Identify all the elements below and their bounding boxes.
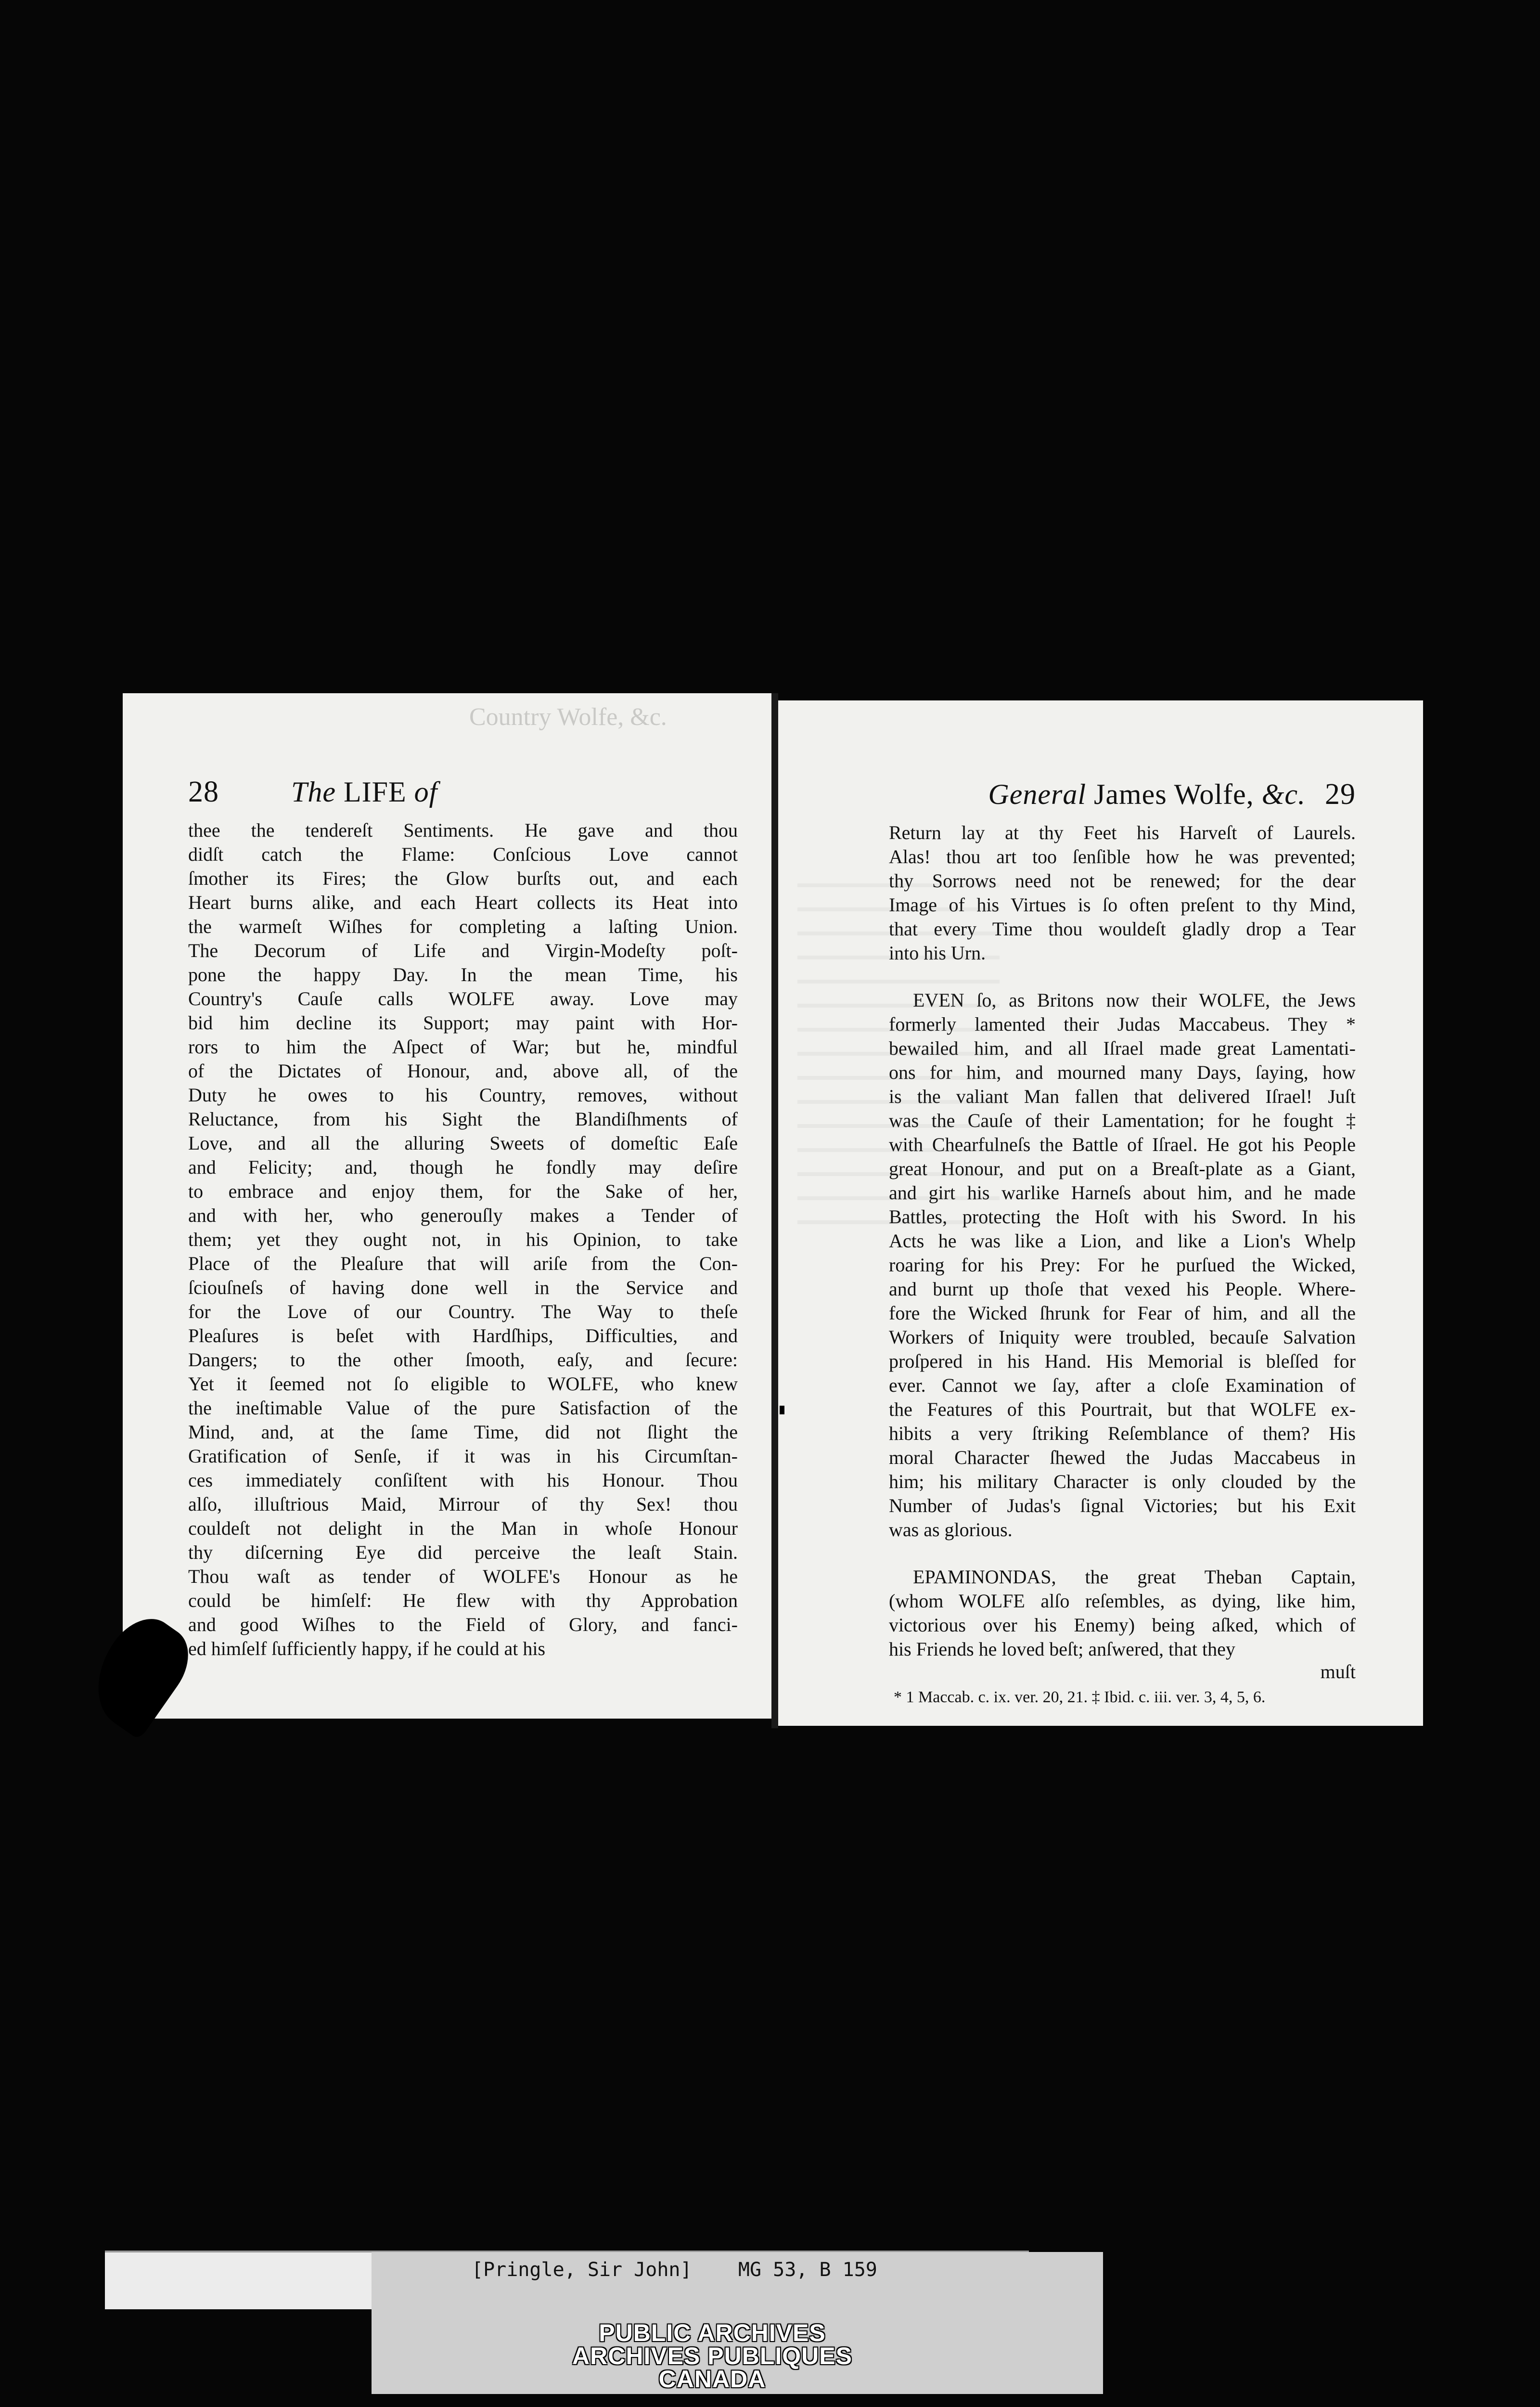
text-line: didſt catch the Flame: Conſcious Love cannot	[188, 843, 738, 865]
text-line: the ineſtimable Value of the pure Satisfaction of the	[188, 1397, 738, 1419]
text-line: Yet it ſeemed not ſo eligible to WOLFE, who knew	[188, 1373, 738, 1395]
text-line: formerly lamented their Judas Maccabeus. They *	[889, 1013, 1356, 1035]
left-page	[123, 693, 771, 1719]
running-title-general: General	[988, 778, 1087, 810]
text-line: them; yet they ought not, in his Opinion, to take	[188, 1229, 738, 1250]
text-line: rors to him the Aſpect of War; but he, mindful	[188, 1036, 738, 1058]
bleed-through-shadow	[797, 883, 1000, 1230]
catchword: muſt	[1320, 1661, 1356, 1682]
text-line: and good Wiſhes to the Field of Glory, and fanci-	[188, 1614, 738, 1635]
text-line: Pleaſures is beſet with Hardſhips, Difficulties, and	[188, 1325, 738, 1346]
running-title-life: LIFE	[344, 776, 407, 808]
text-line: ever. Cannot we ſay, after a cloſe Examination of	[889, 1374, 1356, 1396]
text-line: for the Love of our Country. The Way to theſe	[188, 1301, 738, 1322]
text-line: and with her, who generouſly makes a Tender of	[188, 1204, 738, 1226]
archive-caption-line-2: ARCHIVES PUBLIQUES	[572, 2342, 852, 2369]
text-line: ſmother its Fires; the Glow burſts out, and each	[188, 867, 738, 889]
text-line: moral Character ſhewed the Judas Maccabeus in	[889, 1447, 1356, 1468]
text-line: (whom WOLFE alſo reſembles, as dying, like him,	[889, 1590, 1356, 1612]
text-line: Acts he was like a Lion, and like a Lion's Whelp	[889, 1230, 1356, 1252]
text-line: proſpered in his Hand. His Memorial is bleſſed for	[889, 1350, 1356, 1372]
text-line: pone the happy Day. In the mean Time, his	[188, 964, 738, 985]
text-line: ſciouſneſs of having done well in the Service and	[188, 1277, 738, 1298]
left-body-text	[188, 818, 738, 1661]
text-line: couldeſt not delight in the Man in whoſe Honour	[188, 1517, 738, 1539]
text-line: was as glorious.	[889, 1519, 1013, 1540]
text-line: that every Time thou wouldeſt gladly drop a Tear	[889, 918, 1356, 940]
text-line: bewailed him, and all Iſrael made great Lamentati-	[889, 1037, 1356, 1059]
text-line: victorious over his Enemy) being aſked, which of	[889, 1614, 1356, 1636]
text-line: Image of his Virtues is ſo often preſent to thy Mind,	[889, 894, 1356, 916]
right-paragraph-3	[889, 1565, 1356, 1661]
left-running-title	[291, 765, 437, 818]
text-line: hibits a very ſtriking Reſemblance of them? His	[889, 1423, 1356, 1444]
archive-caption-line-3: CANADA	[658, 2366, 766, 2393]
right-page	[778, 700, 1423, 1726]
text-line: Alas! thou art too ſenſible how he was prevented;	[889, 846, 1356, 867]
archive-reference: [Pringle, Sir John] MG 53, B 159	[472, 2259, 877, 2281]
archive-caption-line-1: PUBLIC ARCHIVES	[599, 2319, 826, 2346]
text-line: the Features of this Pourtrait, but that WOLFE ex-	[889, 1398, 1356, 1420]
text-line: and Felicity; and, though he fondly may deſire	[188, 1156, 738, 1178]
text-line: Duty he owes to his Country, removes, without	[188, 1084, 738, 1106]
running-title-etc: &c.	[1261, 778, 1306, 810]
text-line: and girt his warlike Harneſs about him, and he made	[889, 1182, 1356, 1204]
text-line: Love, and all the alluring Sweets of domeſtic Eaſe	[188, 1132, 738, 1154]
text-line: thy Sorrows need not be renewed; for the dear	[889, 870, 1356, 892]
running-title-of: of	[414, 776, 438, 808]
text-line: ons for him, and mourned many Days, ſaying, how	[889, 1061, 1356, 1083]
text-line: alſo, illuſtrious Maid, Mirrour of thy Sex! thou	[188, 1493, 738, 1515]
text-line: thee the tendereſt Sentiments. He gave and thou	[188, 819, 738, 841]
text-line: great Honour, and put on a Breaſt-plate as a Giant,	[889, 1158, 1356, 1179]
text-line: and burnt up thoſe that vexed his People. Where-	[889, 1278, 1356, 1300]
bleed-through-text: Country Wolfe, &c.	[469, 703, 667, 731]
text-line: Place of the Pleaſure that will ariſe from the Con-	[188, 1253, 738, 1274]
text-line: Battles, protecting the Hoſt with his Sword. In his	[889, 1206, 1356, 1228]
text-line: EPAMINONDAS, the great Theban Captain,	[913, 1566, 1356, 1588]
left-running-head	[188, 765, 738, 818]
text-line: Country's Cauſe calls WOLFE away. Love may	[188, 988, 738, 1009]
text-line: to embrace and enjoy them, for the Sake of her,	[188, 1180, 738, 1202]
text-line: the warmeſt Wiſhes for completing a laſting Union.	[188, 916, 738, 937]
text-line: is the valiant Man fallen that delivered Iſrael! Juſt	[889, 1086, 1356, 1107]
text-line: ed himſelf ſufficiently happy, if he could at his	[188, 1638, 546, 1659]
text-line: was the Cauſe of their Lamentation; for he fought ‡	[889, 1110, 1356, 1131]
text-line: into his Urn.	[889, 942, 986, 964]
text-line: ces immediately conſiſtent with his Honour. Thou	[188, 1469, 738, 1491]
right-page-number: 29	[1325, 778, 1356, 811]
gutter-mark	[780, 1406, 784, 1414]
text-line: Thou waſt as tender of WOLFE's Honour as he	[188, 1566, 738, 1587]
text-line: Heart burns alike, and each Heart collects its Heat into	[188, 892, 738, 913]
text-line: him; his military Character is only clouded by the	[889, 1471, 1356, 1492]
text-line: Number of Judas's ſignal Victories; but his Exit	[889, 1495, 1356, 1516]
text-line: his Friends he loved beſt; anſwered, that they	[889, 1638, 1235, 1660]
right-running-title	[988, 768, 1306, 821]
text-line: Mind, and, at the ſame Time, did not ſlight the	[188, 1421, 738, 1443]
text-line: Reluctance, from his Sight the Blandiſhments of	[188, 1108, 738, 1130]
text-line: The Decorum of Life and Virgin-Modeſty poſt-	[188, 940, 738, 961]
text-line: Dangers; to the other ſmooth, eaſy, and ſecure:	[188, 1349, 738, 1371]
text-line: EVEN ſo, as Britons now their WOLFE, the Jews	[913, 989, 1356, 1011]
text-line: Gratification of Senſe, if it was in his Circumſtan-	[188, 1445, 738, 1467]
text-line: fore the Wicked ſhrunk for Fear of him, and all the	[889, 1302, 1356, 1324]
text-line: with Chearfulneſs the Battle of Iſrael. He got his People	[889, 1134, 1356, 1155]
text-line: roaring for his Prey: For he purſued the Wicked,	[889, 1254, 1356, 1276]
text-line: Return lay at thy Feet his Harveſt of Laurels.	[889, 822, 1356, 843]
text-line: could be himſelf: He flew with thy Approbation	[188, 1590, 738, 1611]
text-line: bid him decline its Support; may paint with Hor-	[188, 1012, 738, 1034]
left-page-number: 28	[188, 776, 219, 808]
right-running-head	[889, 768, 1356, 821]
text-line: of the Dictates of Honour, and, above all, of the	[188, 1060, 738, 1082]
archive-caption	[481, 2321, 943, 2391]
footnote: * 1 Maccab. c. ix. ver. 20, 21. ‡ Ibid. c. iii. ver. 3, 4, 5, 6.	[894, 1688, 1266, 1706]
text-line: Workers of Iniquity were troubled, becauſe Salvation	[889, 1326, 1356, 1348]
running-title-the: The	[291, 776, 336, 808]
running-title-james-wolfe: James Wolfe,	[1094, 778, 1254, 810]
text-line: thy diſcerning Eye did perceive the leaſt Stain.	[188, 1541, 738, 1563]
book-gutter	[771, 693, 778, 1728]
